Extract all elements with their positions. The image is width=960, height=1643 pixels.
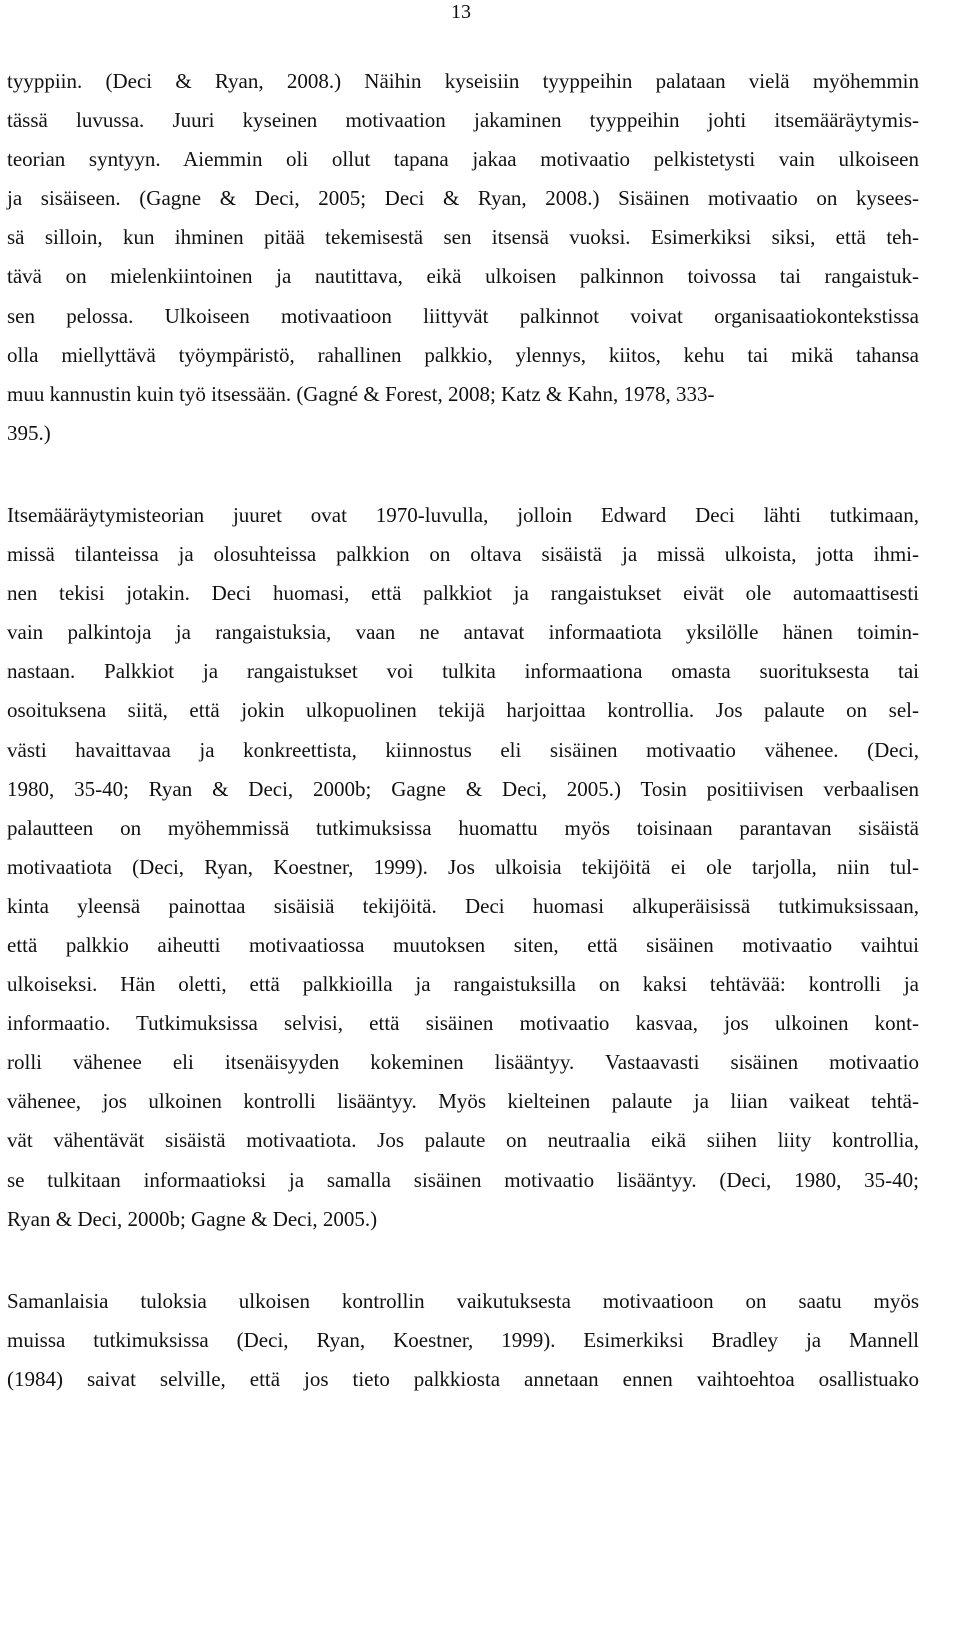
text-line: sen pelossa. Ulkoiseen motivaatioon liittyvät palkinnot voivat organisaatiokontekstissa bbox=[7, 303, 919, 328]
text-line: Itsemääräytymisteorian juuret ovat 1970-luvulla, jolloin Edward Deci lähti tutkimaan, bbox=[7, 502, 919, 527]
text-line: palautteen on myöhemmissä tutkimuksissa huomattu myös toisinaan parantavan sisäistä bbox=[7, 815, 919, 840]
text-line: tävä on mielenkiintoinen ja nautittava, eikä ulkoisen palkinnon toivossa tai rangaistuk- bbox=[7, 264, 919, 289]
text-line: muu kannustin kuin työ itsessään. (Gagné & Forest, 2008; Katz & Kahn, 1978, 333- bbox=[7, 381, 715, 406]
text-line: Samanlaisia tuloksia ulkoisen kontrollin vaikutuksesta motivaatioon on saatu myös bbox=[7, 1288, 919, 1313]
text-line: vähenee, jos ulkoinen kontrolli lisääntyy. Myös kielteinen palaute ja liian vaikeat tehtä- bbox=[7, 1089, 919, 1114]
text-line: tässä luvussa. Juuri kyseinen motivaation jakaminen tyyppeihin johti itsemääräytymis- bbox=[7, 108, 919, 133]
paragraph bbox=[7, 62, 919, 453]
paragraph-gap bbox=[7, 453, 919, 496]
text-line: (1984) saivat selville, että jos tieto palkkiosta annetaan ennen vaihtoehtoa osallistuako bbox=[7, 1366, 919, 1391]
page-number-text: 13 bbox=[451, 1, 471, 23]
text-line: että palkkio aiheutti motivaatiossa muutoksen siten, että sisäinen motivaatio vaihtui bbox=[7, 932, 919, 957]
text-line: teorian syntyyn. Aiemmin oli ollut tapana jakaa motivaatio pelkistetysti vain ulkoiseen bbox=[7, 147, 919, 172]
text-line: sä silloin, kun ihminen pitää tekemisestä sen itsensä vuoksi. Esimerkiksi siksi, että teh- bbox=[7, 225, 919, 250]
document-body bbox=[7, 62, 919, 1399]
text-line: Ryan & Deci, 2000b; Gagne & Deci, 2005.) bbox=[7, 1206, 378, 1231]
text-line: 1980, 35-40; Ryan & Deci, 2000b; Gagne & Deci, 2005.) Tosin positiivisen verbaalisen bbox=[7, 776, 919, 801]
text-line: nastaan. Palkkiot ja rangaistukset voi tulkita informaationa omasta suorituksesta tai bbox=[7, 659, 919, 684]
text-line: tyyppiin. (Deci & Ryan, 2008.) Näihin kyseisiin tyyppeihin palataan vielä myöhemmin bbox=[7, 69, 919, 93]
text-line: nen tekisi jotakin. Deci huomasi, että palkkiot ja rangaistukset eivät ole automaattisesti bbox=[7, 581, 919, 606]
text-line: rolli vähenee eli itsenäisyyden kokeminen lisääntyy. Vastaavasti sisäinen motivaatio bbox=[7, 1050, 919, 1075]
text-line: missä tilanteissa ja olosuhteissa palkkion on oltava sisäistä ja missä ulkoista, jotta ihmi- bbox=[7, 542, 919, 567]
text-line: ulkoiseksi. Hän oletti, että palkkioilla ja rangaistuksilla on kaksi tehtävää: kontrolli ja bbox=[7, 972, 919, 997]
text-line: vain palkintoja ja rangaistuksia, vaan ne antavat informaatiota yksilölle hänen toimin- bbox=[7, 620, 919, 645]
page-number bbox=[0, 0, 960, 24]
text-line: ja sisäiseen. (Gagne & Deci, 2005; Deci & Ryan, 2008.) Sisäinen motivaatio on kysees- bbox=[7, 186, 919, 211]
text-line: olla miellyttävä työympäristö, rahallinen palkkio, ylennys, kiitos, kehu tai mikä tahansa bbox=[7, 342, 919, 367]
paragraph bbox=[7, 1282, 919, 1399]
text-line: kinta yleensä painottaa sisäisiä tekijöitä. Deci huomasi alkuperäisissä tutkimuksissaan, bbox=[7, 893, 919, 918]
text-line: informaatio. Tutkimuksissa selvisi, että sisäinen motivaatio kasvaa, jos ulkoinen kont- bbox=[7, 1011, 919, 1036]
paragraph-gap bbox=[7, 1239, 919, 1282]
text-line: osoituksena siitä, että jokin ulkopuolinen tekijä harjoittaa kontrollia. Jos palaute on sel- bbox=[7, 698, 919, 723]
text-line: muissa tutkimuksissa (Deci, Ryan, Koestner, 1999). Esimerkiksi Bradley ja Mannell bbox=[7, 1327, 919, 1352]
text-line: vät vähentävät sisäistä motivaatiota. Jos palaute on neutraalia eikä siihen liity kontrollia, bbox=[7, 1128, 919, 1153]
text-line: se tulkitaan informaatioksi ja samalla sisäinen motivaatio lisääntyy. (Deci, 1980, 35-40; bbox=[7, 1167, 919, 1192]
text-line: västi havaittavaa ja konkreettista, kiinnostus eli sisäinen motivaatio vähenee. (Deci, bbox=[7, 737, 919, 762]
text-line: 395.) bbox=[7, 420, 51, 445]
paragraph bbox=[7, 496, 919, 1239]
text-line: motivaatiota (Deci, Ryan, Koestner, 1999). Jos ulkoisia tekijöitä ei ole tarjolla, niin tul- bbox=[7, 854, 919, 879]
